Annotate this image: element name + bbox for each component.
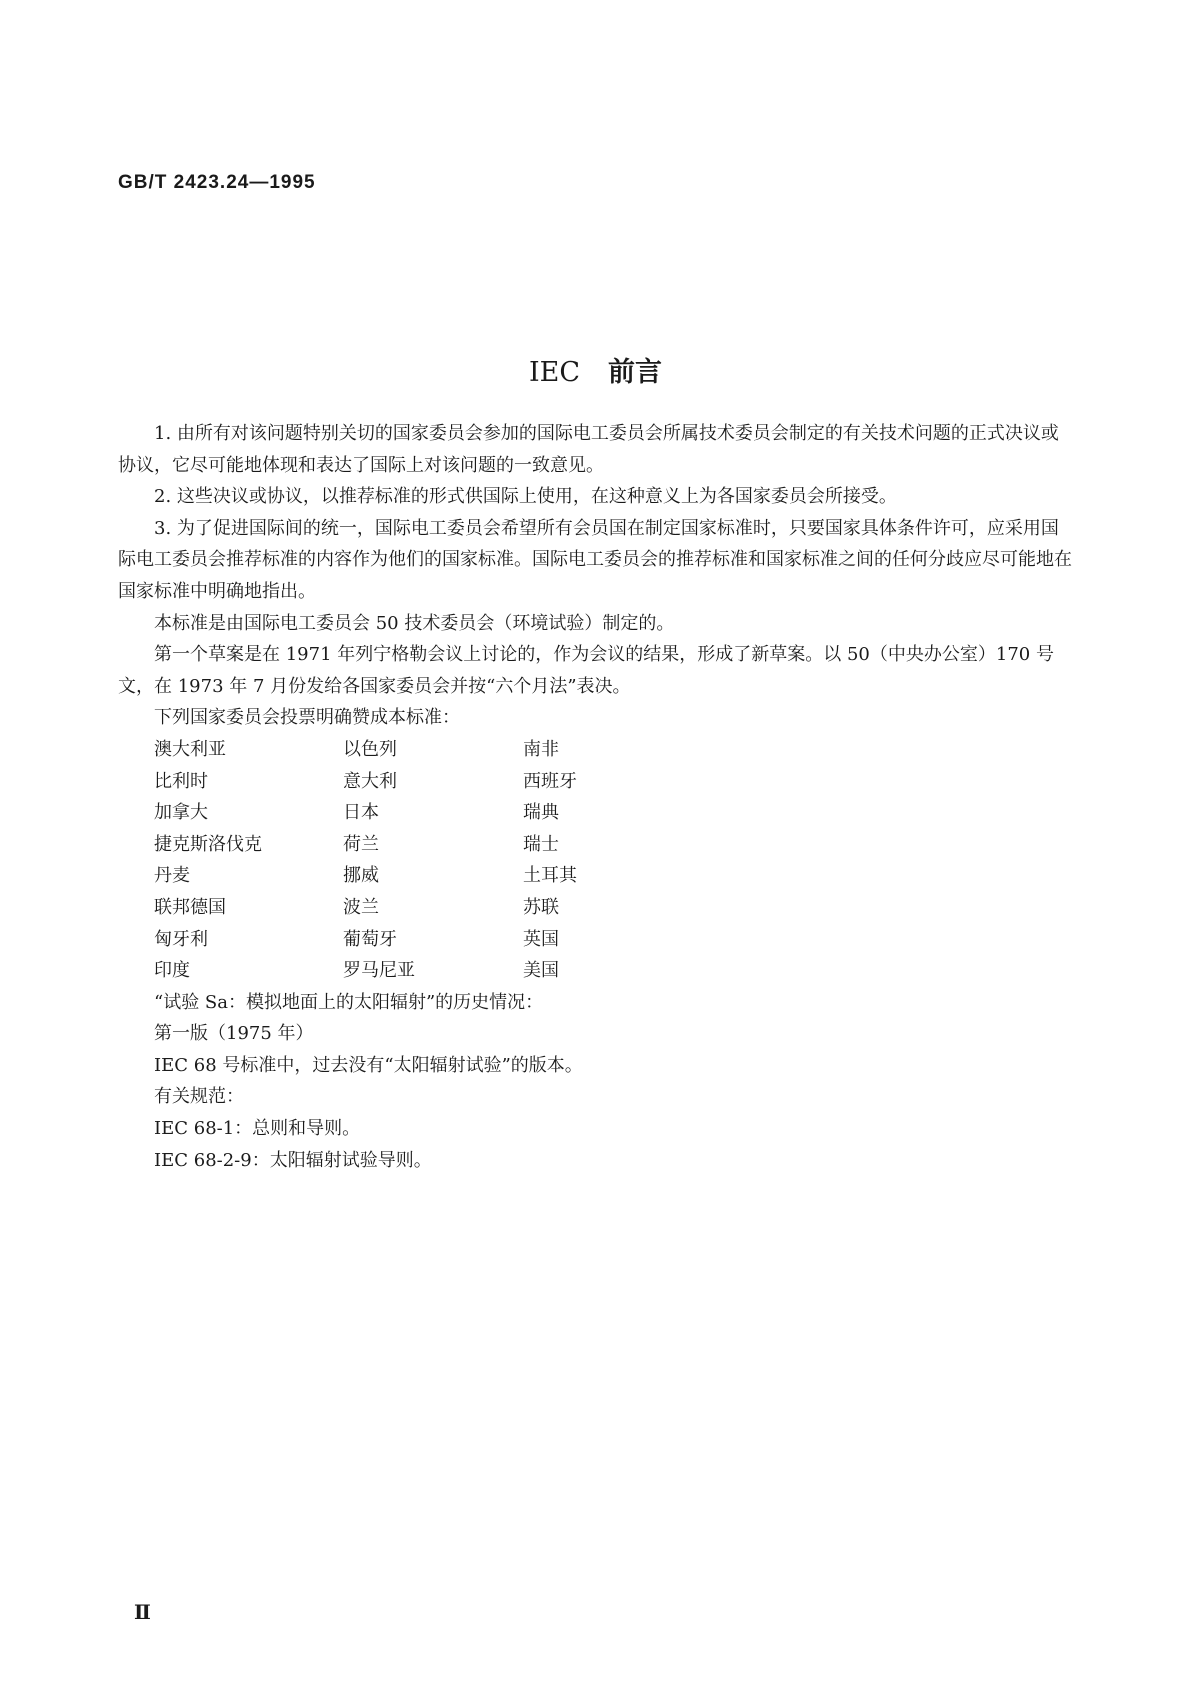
- paragraph-4: 本标准是由国际电工委员会 50 技术委员会（环境试验）制定的。: [154, 612, 675, 634]
- standard-number: GB/T 2423.24—1995: [118, 172, 316, 193]
- country-item: 苏联: [523, 896, 559, 918]
- title-main: 前言: [608, 357, 663, 388]
- title-prefix: IEC: [528, 357, 581, 388]
- country-item: 以色列: [343, 738, 397, 760]
- history-edition: 第一版（1975 年）: [154, 1023, 314, 1045]
- country-item: 比利时: [154, 770, 208, 792]
- related-heading: 有关规范：: [154, 1086, 244, 1108]
- document-body: [118, 418, 1073, 1176]
- country-item: 丹麦: [154, 865, 190, 887]
- country-list: [118, 734, 1073, 987]
- country-item: 瑞士: [523, 833, 559, 855]
- country-item: 波兰: [343, 896, 379, 918]
- country-item: 荷兰: [343, 833, 379, 855]
- paragraph-6: 下列国家委员会投票明确赞成本标准：: [154, 707, 460, 729]
- country-item: 捷克斯洛伐克: [154, 833, 262, 855]
- page-number: Ⅱ: [134, 1600, 151, 1624]
- country-item: 罗马尼亚: [343, 960, 415, 982]
- country-item: 印度: [154, 960, 190, 982]
- country-item: 土耳其: [523, 865, 577, 887]
- country-item: 英国: [523, 928, 559, 950]
- related-item: IEC 68-1：总则和导则。: [154, 1118, 361, 1140]
- related-item: IEC 68-2-9：太阳辐射试验导则。: [154, 1149, 432, 1171]
- country-item: 意大利: [343, 770, 397, 792]
- country-item: 加拿大: [154, 802, 208, 824]
- paragraph-3: 3. 为了促进国际间的统一，国际电工委员会希望所有会员国在制定国家标准时，只要国家具体条件许可，应采用国际电工委员会推荐标准的内容作为他们的国家标准。国际电工委员会的推荐标准和国家标准之间的任何分歧应尽可能地在国家标准中明确地指出。: [118, 517, 1072, 602]
- country-item: 澳大利亚: [154, 738, 226, 760]
- country-item: 日本: [343, 802, 379, 824]
- country-item: 瑞典: [523, 802, 559, 824]
- country-item: 挪威: [343, 865, 379, 887]
- country-item: 西班牙: [523, 770, 577, 792]
- country-item: 葡萄牙: [343, 928, 397, 950]
- country-item: 匈牙利: [154, 928, 208, 950]
- paragraph-2: 2. 这些决议或协议，以推荐标准的形式供国际上使用，在这种意义上为各国家委员会所接受。: [154, 486, 897, 508]
- paragraph-1: 1. 由所有对该问题特别关切的国家委员会参加的国际电工委员会所属技术委员会制定的有关技术问题的正式决议或协议，它尽可能地体现和表达了国际上对该问题的一致意见。: [118, 423, 1059, 476]
- page-title: [0, 350, 1191, 389]
- paragraph-5: 第一个草案是在 1971 年列宁格勒会议上讨论的，作为会议的结果，形成了新草案。以 50（中央办公室）170 号文，在 1973 年 7 月份发给各国家委员会并按“六个月法”表决。: [118, 644, 1054, 697]
- country-item: 南非: [523, 738, 559, 760]
- history-note: IEC 68 号标准中，过去没有“太阳辐射试验”的版本。: [154, 1054, 583, 1076]
- country-item: 美国: [523, 960, 559, 982]
- history-heading: “试验 Sa：模拟地面上的太阳辐射”的历史情况：: [154, 991, 544, 1013]
- country-item: 联邦德国: [154, 896, 226, 918]
